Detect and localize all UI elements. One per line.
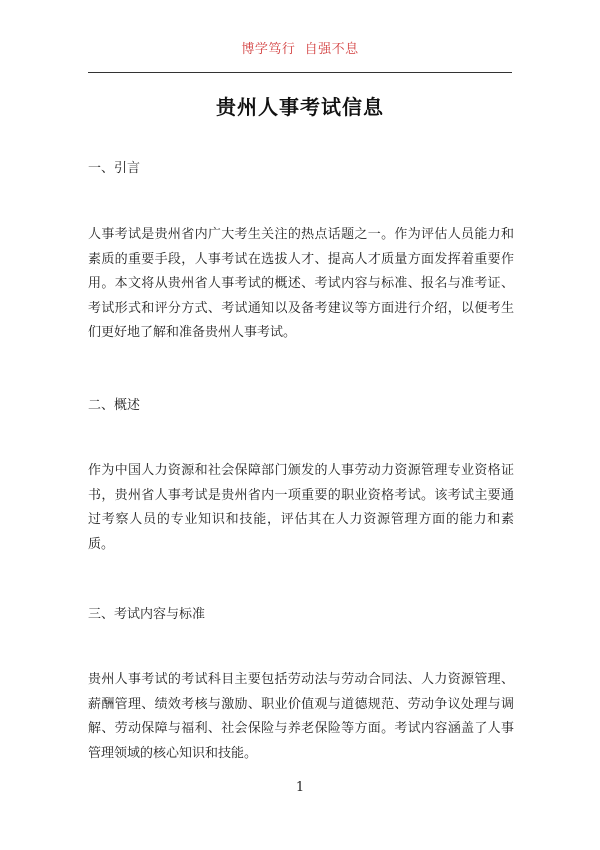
section-paragraph-intro: 人事考试是贵州省内广大考生关注的热点话题之一。作为评估人员能力和素质的重要手段，人事考试在选拔人才、提高人才质量方面发挥着重要作用。本文将从贵州省人事考试的概述、考试内容与标准、报名与准考证、考试形式和评分方式、考试通知以及备考建议等方面进行介绍，以便考生们更好地了解和准备贵州人事考试。	[88, 227, 514, 340]
section-paragraph-overview: 作为中国人力资源和社会保障部门颁发的人事劳动力资源管理专业资格证书，贵州省人事考试是贵州省内一项重要的职业资格考试。该考试主要通过考察人员的专业知识和技能，评估其在人力资源管理方面的能力和素质。	[88, 463, 514, 552]
section-heading-content-standards: 三、考试内容与标准	[88, 607, 206, 622]
header-motto: 博学笃行 自强不息	[241, 42, 359, 57]
section-heading-overview: 二、概述	[88, 398, 141, 413]
page-title: 贵州人事考试信息	[216, 95, 384, 119]
page-number: 1	[295, 780, 305, 795]
section-paragraph-content-standards: 贵州人事考试的考试科目主要包括劳动法与劳动合同法、人力资源管理、薪酬管理、绩效考核与激励、职业价值观与道德规范、劳动争议处理与调解、劳动保障与福利、社会保险与养老保险等方面。考试内容涵盖了人事管理领域的核心知识和技能。	[88, 672, 514, 761]
section-heading-intro: 一、引言	[88, 161, 141, 176]
header-divider	[88, 72, 512, 73]
